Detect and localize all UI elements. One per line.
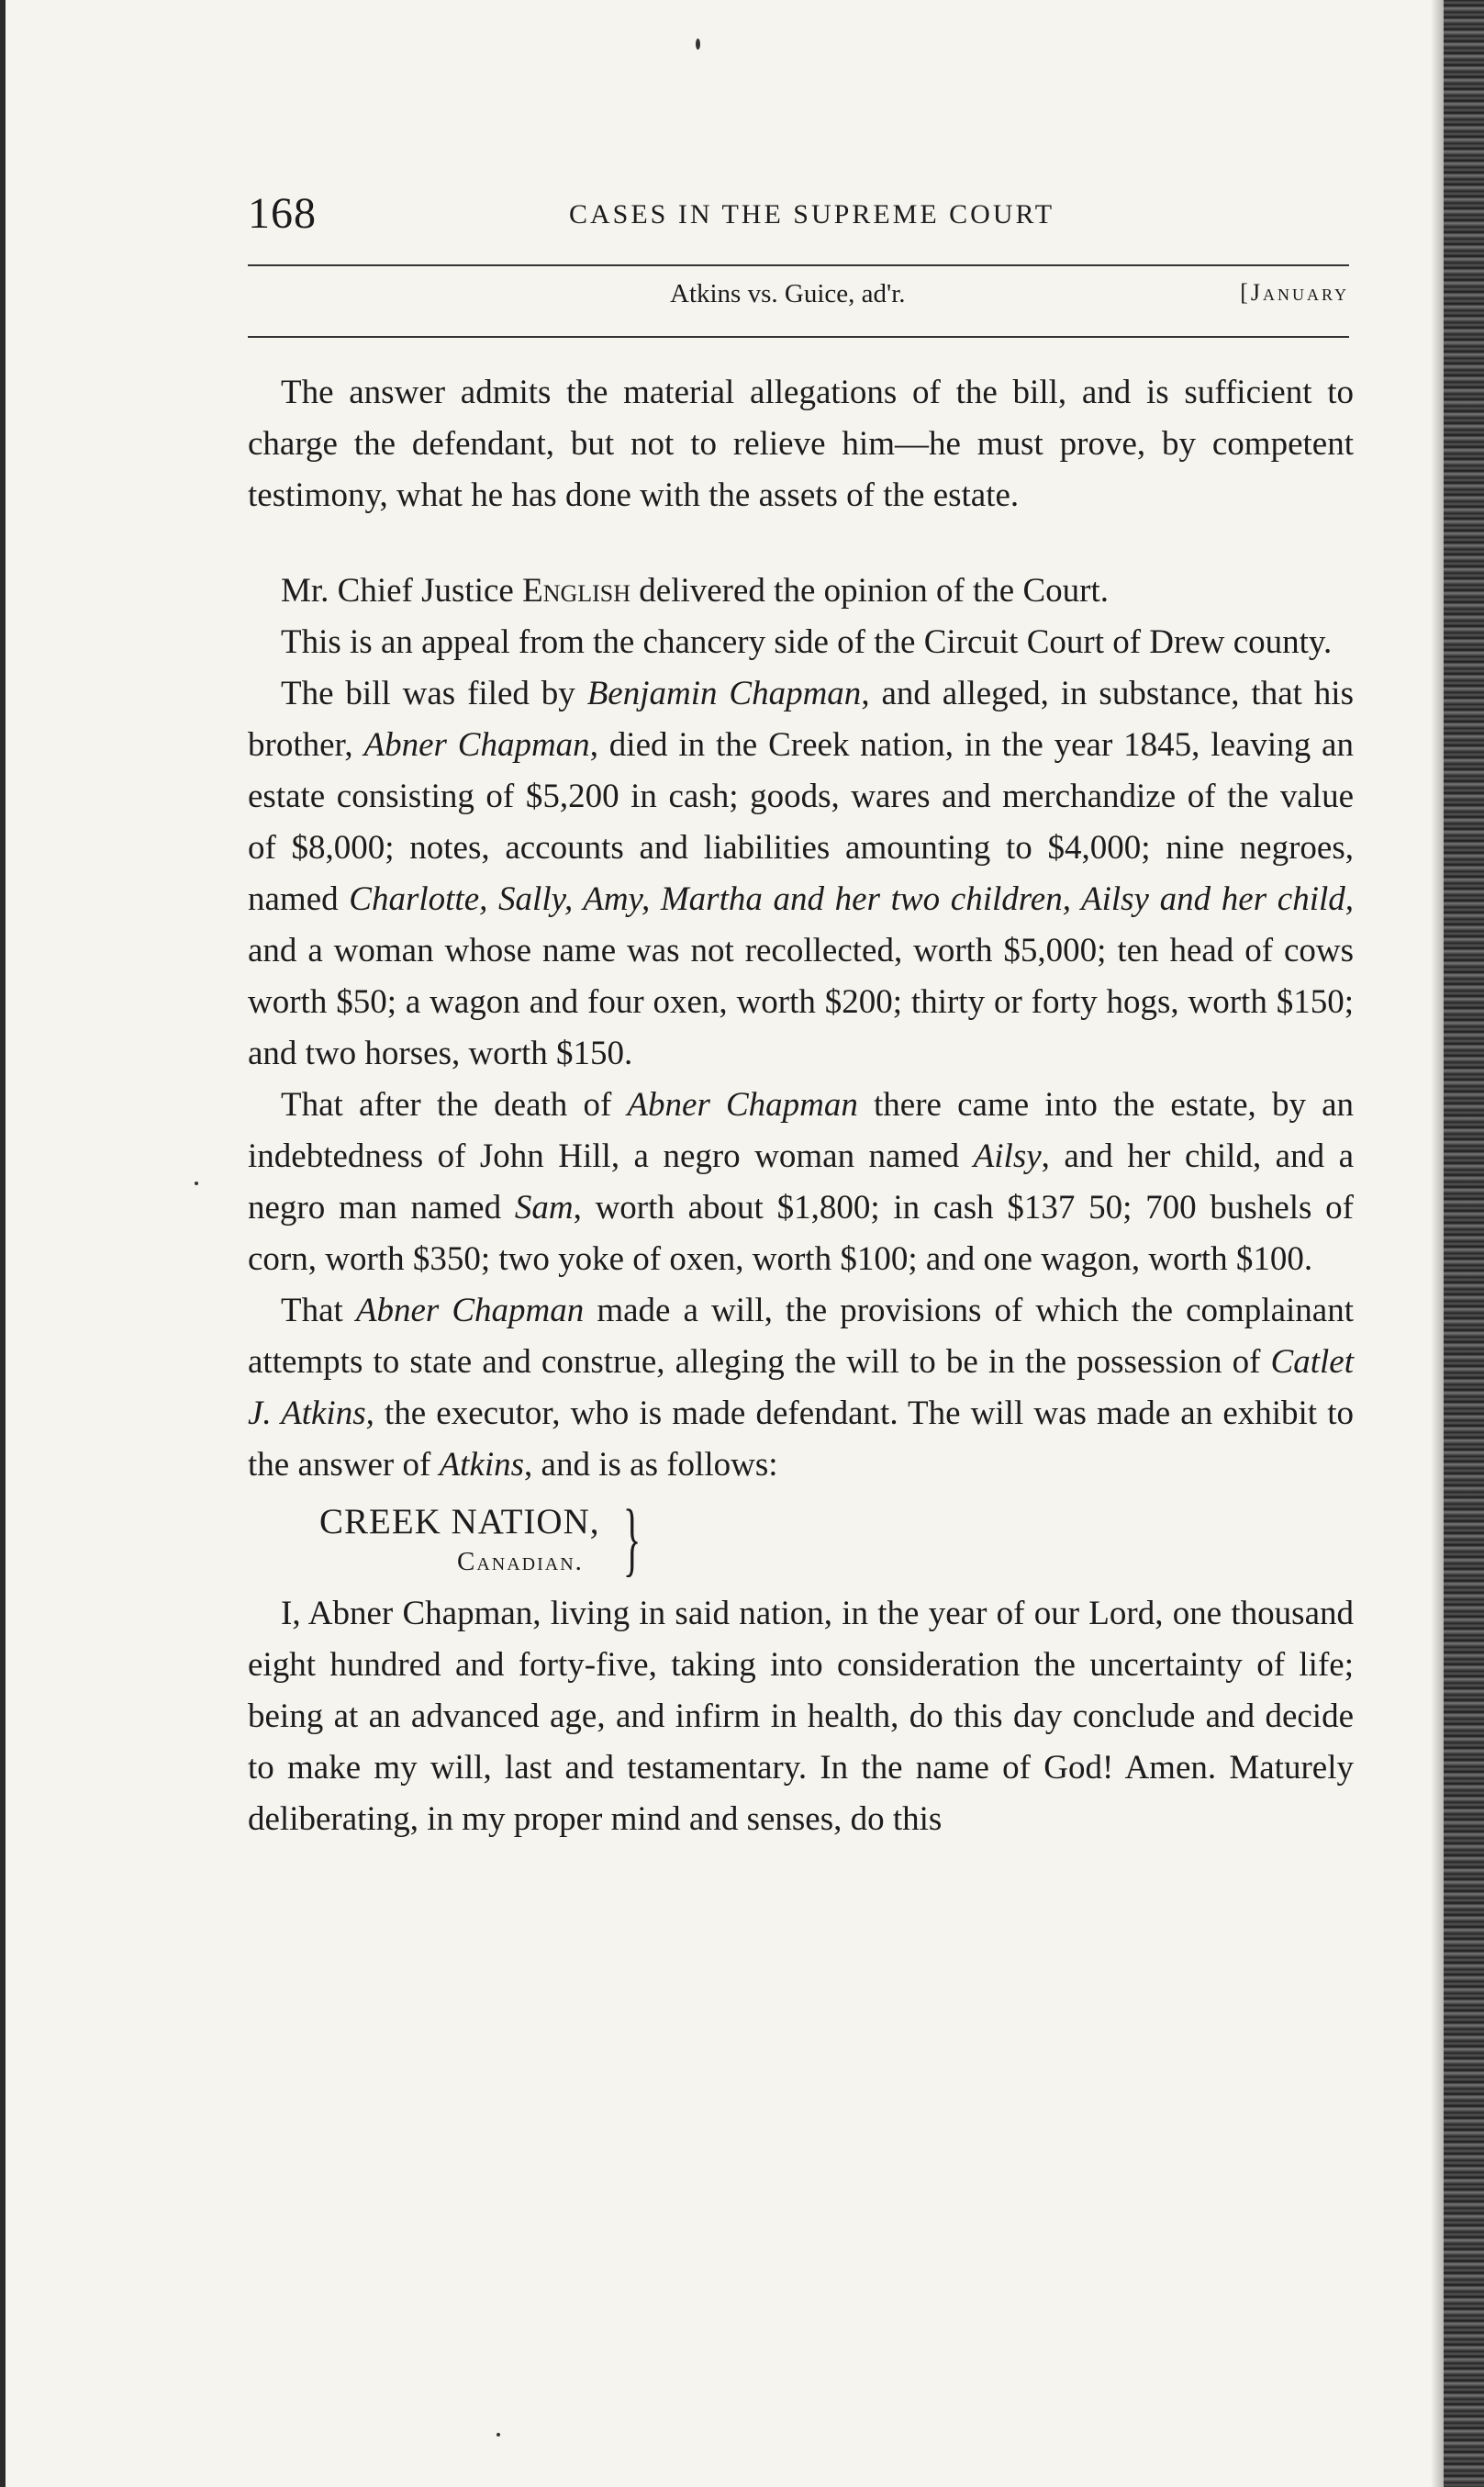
scan-speck bbox=[195, 1182, 198, 1185]
italic-name: Abner Chapman bbox=[355, 1292, 585, 1329]
paragraph-will bbox=[248, 1285, 1354, 1491]
opinion-intro-start: Mr. Chief Justice bbox=[281, 572, 523, 610]
italic-name: Sam bbox=[514, 1189, 574, 1227]
running-title: CASES IN THE SUPREME COURT bbox=[569, 199, 1055, 230]
will-venue bbox=[319, 1494, 1354, 1585]
text-run: made a will, the provisions of which the complainant attempts to state and construe, alleging the will to be in the possession of bbox=[248, 1292, 1354, 1381]
italic-name: Atkins bbox=[439, 1446, 525, 1484]
italic-name: Charlotte, Sally, Amy, Martha and her two children, Ailsy and her child, bbox=[349, 880, 1355, 918]
header-rule-bottom bbox=[248, 336, 1349, 338]
venue-nation: CREEK NATION, bbox=[319, 1502, 600, 1541]
text-run: there came into the estate, by an indebtedness of John Hill, a negro woman named bbox=[248, 1086, 1355, 1175]
italic-name: Abner Chapman bbox=[627, 1086, 858, 1124]
scan-speck bbox=[497, 2433, 500, 2437]
case-title: Atkins vs. Guice, ad'r. bbox=[670, 279, 906, 308]
text-run: , and is as follows: bbox=[524, 1446, 778, 1484]
paragraph-estate bbox=[248, 1080, 1354, 1285]
venue-lines bbox=[319, 1500, 599, 1579]
text-run: and a woman whose name was not recollected, worth $5,000; ten head of cows worth $50; a wagon and four oxen, worth $200; thirty or forty hogs, worth $150; and two horses, worth $150. bbox=[248, 932, 1354, 1072]
page-number: 168 bbox=[248, 189, 317, 238]
paragraph-bill bbox=[248, 668, 1354, 1080]
text-run: That bbox=[281, 1292, 356, 1329]
text-run: , and alleged, in substance, that his brother, bbox=[248, 675, 1354, 764]
justice-name: English bbox=[522, 572, 631, 610]
italic-name: Ailsy bbox=[973, 1137, 1042, 1175]
text-run: , and her child, and a negro man named bbox=[248, 1137, 1354, 1227]
italic-name: Abner Chapman bbox=[363, 726, 590, 764]
page-body bbox=[248, 367, 1354, 1845]
paragraph-opinion-intro bbox=[248, 566, 1354, 617]
paragraph-will-text: I, Abner Chapman, living in said nation, in the year of our Lord, one thousand eight hundred and forty-five, taking into consideration the uncertainty of life; being at an advanced age, and infirm in health, do this day conclude and decide to make my will, last and testamentary. In the name of God! Amen. Maturely deliberating, in my proper mind and senses, do this bbox=[248, 1595, 1354, 1838]
italic-name: Benjamin Chapman bbox=[586, 675, 862, 712]
text-run: That after the death of bbox=[281, 1086, 628, 1124]
paragraph-appeal: This is an appeal from the chancery side of the Circuit Court of Drew county. bbox=[281, 623, 1333, 661]
text-run: , died in the Creek nation, in the year 1845, leaving an estate consisting of $5,200 in cash; goods, wares and merchandize of the value of $8,000; notes, accounts and liabilities amounting to $4,000; nine negroes, named bbox=[248, 726, 1354, 918]
court-term: [January bbox=[1240, 279, 1349, 306]
text-run: the executor, who is made defendant. The will was made an exhibit to the answer of bbox=[248, 1395, 1354, 1484]
header-rule-top bbox=[248, 264, 1349, 266]
page-left-edge bbox=[0, 0, 6, 2487]
text-run: , worth about $1,800; in cash $137 50; 700 bushels of corn, worth $350; two yoke of oxen, worth $100; and one wagon, worth $100. bbox=[248, 1189, 1354, 1278]
book-fore-edge bbox=[1444, 0, 1484, 2487]
italic-name: Catlet J. Atkins, bbox=[248, 1343, 1354, 1432]
paragraph-argument: The answer admits the material allegations of the bill, and is sufficient to charge the defendant, but not to relieve him—he must prove, by competent testimony, what he has done with the assets of the estate. bbox=[248, 374, 1354, 514]
text-run: The bill was filed by bbox=[281, 675, 587, 712]
scan-speck bbox=[696, 39, 700, 50]
venue-district: Canadian. bbox=[457, 1547, 584, 1576]
opinion-intro-end: delivered the opinion of the Court. bbox=[630, 572, 1109, 610]
brace-symbol: } bbox=[623, 1494, 642, 1585]
page-header bbox=[248, 188, 1349, 252]
case-subheader bbox=[248, 272, 1349, 327]
